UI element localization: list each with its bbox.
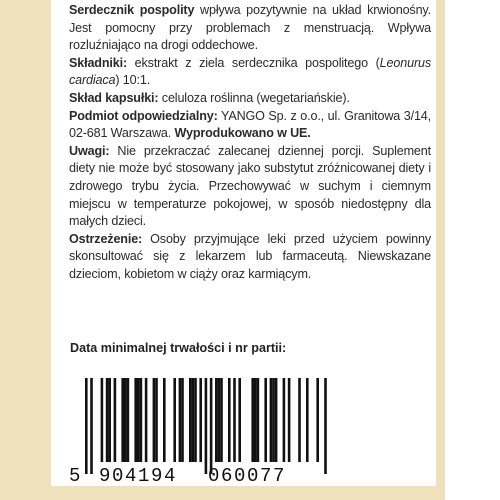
barcode-bar [238,378,241,462]
barcode-bar [228,378,231,462]
barcode-bar [288,378,291,462]
notes-text: Nie przekraczać zalecanej dziennej porcji. Suplement diety nie może być stosowany jako substytut zróżnicowanej diety i zdrowego trybu życia. Przechowywać w suchym i ciemnym miejscu w temperaturze pokojowej, w sposób niedostępny dla małych dzieci. [69,143,431,229]
label-text-block [69,2,431,284]
barcode-bar [101,378,104,462]
ingredients-heading: Składniki: [69,55,127,70]
barcode-bar [121,378,124,462]
barcode-bar [163,378,166,462]
barcode-bar [181,378,184,462]
manufacturer-address: YANGO Sp. z o.o., ul. Granitowa 3/14, 02-681 Warszawa. [69,108,432,141]
barcode-bar [306,378,309,462]
barcode-bar [173,378,176,462]
barcode-bar [254,378,257,462]
label-border-left [0,0,51,500]
barcode-bar [127,378,130,462]
barcode-bar [137,378,140,462]
barcode-bar [283,378,286,462]
barcode-bar [179,378,182,462]
expiry-date-label: Data minimalnej trwałości i nr partii: [70,341,287,355]
barcode-bar [194,378,197,462]
manufacturer-heading: Podmiot odpowiedzialny: [69,108,218,123]
latin-name: Leonurus cardiaca [69,55,431,88]
barcode-bar [155,378,158,462]
barcode-bar [90,378,93,474]
ingredients-text: ekstrakt z ziela serdecznika pospolitego ( [127,55,380,70]
warning-heading: Ostrzeżenie: [69,231,143,246]
warning-text: Osoby przyjmujące leki przed użyciem powinny skonsultować się z lekarzem lub farmaceutą. Niewskazane dzieciom, kobietom w ciąży oraz karmiącym. [69,231,431,281]
barcode-bar [324,378,327,474]
barcode-bar [316,378,319,462]
description-text: wpływa pozytywnie na układ krwionośny. Jest pomocny przy problemach z menstruacją. Wpływa rozluźniająco na drogi oddechowe. [69,3,431,53]
manufacturer-paragraph [69,108,431,143]
barcode-bar [145,378,148,462]
barcode-bar [233,378,236,462]
barcode-bar [220,378,223,462]
barcode-bar [108,378,111,462]
barcode-bar [215,378,218,462]
barcode-bar [189,378,192,462]
barcode-bar [257,378,260,462]
barcode-bar [124,378,127,462]
barcode-bar [264,378,267,462]
label-border-right [436,0,445,500]
barcode-bar [153,378,156,462]
barcode-bar [85,378,88,474]
notes-paragraph [69,143,431,231]
barcode-bar [270,378,273,462]
label-panel [51,0,436,486]
ingredients-paragraph [69,55,431,90]
barcode-bar [275,378,278,462]
barcode-bar [210,378,213,474]
product-name: Serdecznik pospolity [69,3,195,17]
barcode-bar [218,378,221,462]
barcode-bar [205,378,208,474]
barcode-bar [106,378,109,462]
ingredients-ratio: ) 10:1. [115,73,151,88]
barcode-first-digit: 5 [69,465,83,487]
barcode-left-group: 904194 [99,465,178,487]
barcode-bar [272,378,275,462]
barcode-bar [134,378,137,462]
barcode-bar [298,378,301,462]
barcode-bar [114,378,117,462]
capsule-heading: Skład kapsułki: [69,90,159,105]
made-in-eu: Wyprodukowano w UE. [174,126,311,141]
notes-heading: Uwagi: [69,143,110,158]
description-paragraph [69,2,431,55]
capsule-text: celuloza roślinna (wegetariańskie). [158,90,350,105]
barcode-bar [192,378,195,462]
barcode-bar [140,378,143,462]
capsule-paragraph [69,90,431,108]
barcode-bar [199,378,202,462]
barcode-bar [251,378,254,462]
ean-barcode [65,378,327,490]
barcode-right-group: 060077 [208,465,287,487]
warning-paragraph [69,231,431,284]
